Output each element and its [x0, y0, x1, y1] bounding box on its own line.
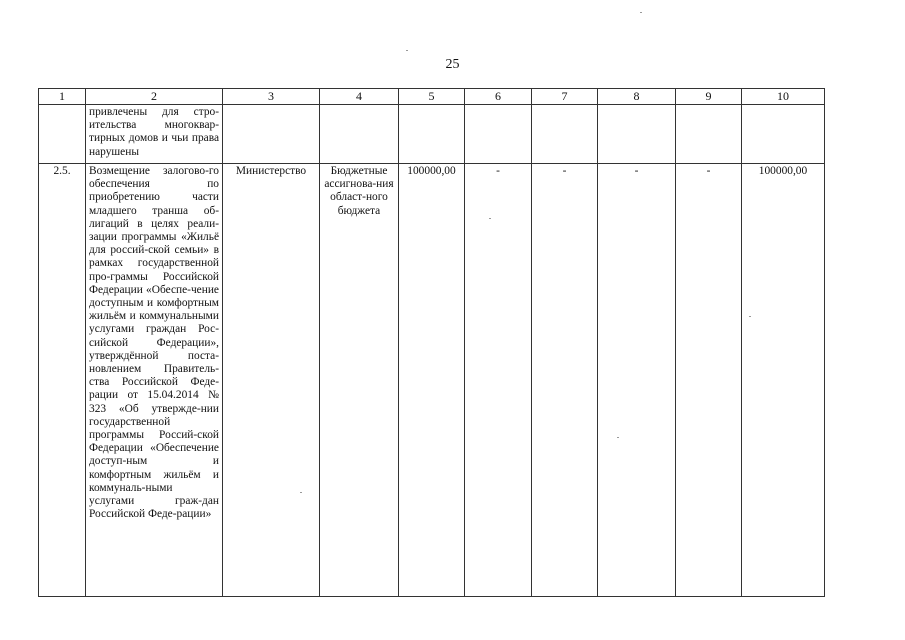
source-cell: Бюджетные ассигнова-ния област-ного бюджета	[320, 164, 399, 597]
value-cell: -	[465, 164, 532, 597]
value-cell	[598, 105, 676, 164]
value-cell	[532, 105, 598, 164]
value-cell: -	[532, 164, 598, 597]
value-cell: -	[598, 164, 676, 597]
page-number: 25	[445, 57, 460, 72]
value-cell	[399, 105, 465, 164]
scan-speck	[749, 316, 751, 317]
column-header: 1	[39, 89, 86, 105]
column-header: 7	[532, 89, 598, 105]
source-cell	[320, 105, 399, 164]
executor-cell: Министерство	[223, 164, 320, 597]
value-cell	[742, 105, 825, 164]
value-cell	[676, 105, 742, 164]
table-header-row	[39, 89, 825, 105]
budget-table	[38, 88, 825, 597]
scan-speck	[489, 218, 491, 219]
value-cell: 100000,00	[742, 164, 825, 597]
table-row	[39, 164, 825, 597]
column-header: 9	[676, 89, 742, 105]
description-cell: Возмещение залогово-го обеспечения по приобретению части младшего транша об-лигаций в целях реали-зации программы «Жильё для россий-ской семьи» в рамках государственной про-граммы Российской Федерации «Обеспе-чение доступным и комфортным жильём и коммунальными услугами граждан Рос-сийской Федерации», утверждённой поста-новлением Правитель-ства Российской Феде-рации от 15.04.2014 № 323 «Об утвержде-нии государственной программы Россий-ской Федерации «Обеспечение доступ-ным и комфортным жильём и коммуналь-ными услугами граж-дан Российской Феде-рации»	[86, 164, 223, 597]
scan-speck	[640, 12, 642, 13]
table-row	[39, 105, 825, 164]
row-number-cell: 2.5.	[39, 164, 86, 597]
column-header: 8	[598, 89, 676, 105]
description-cell: привлечены для стро-ительства многоквар-тирных домов и чьи права нарушены	[86, 105, 223, 164]
value-cell	[465, 105, 532, 164]
executor-cell	[223, 105, 320, 164]
column-header: 4	[320, 89, 399, 105]
scan-speck	[617, 437, 619, 438]
scan-speck	[406, 50, 408, 51]
value-cell: 100000,00	[399, 164, 465, 597]
value-cell: -	[676, 164, 742, 597]
column-header: 3	[223, 89, 320, 105]
column-header: 6	[465, 89, 532, 105]
row-number-cell	[39, 105, 86, 164]
column-header: 2	[86, 89, 223, 105]
column-header: 5	[399, 89, 465, 105]
scan-speck	[300, 492, 302, 493]
column-header: 10	[742, 89, 825, 105]
